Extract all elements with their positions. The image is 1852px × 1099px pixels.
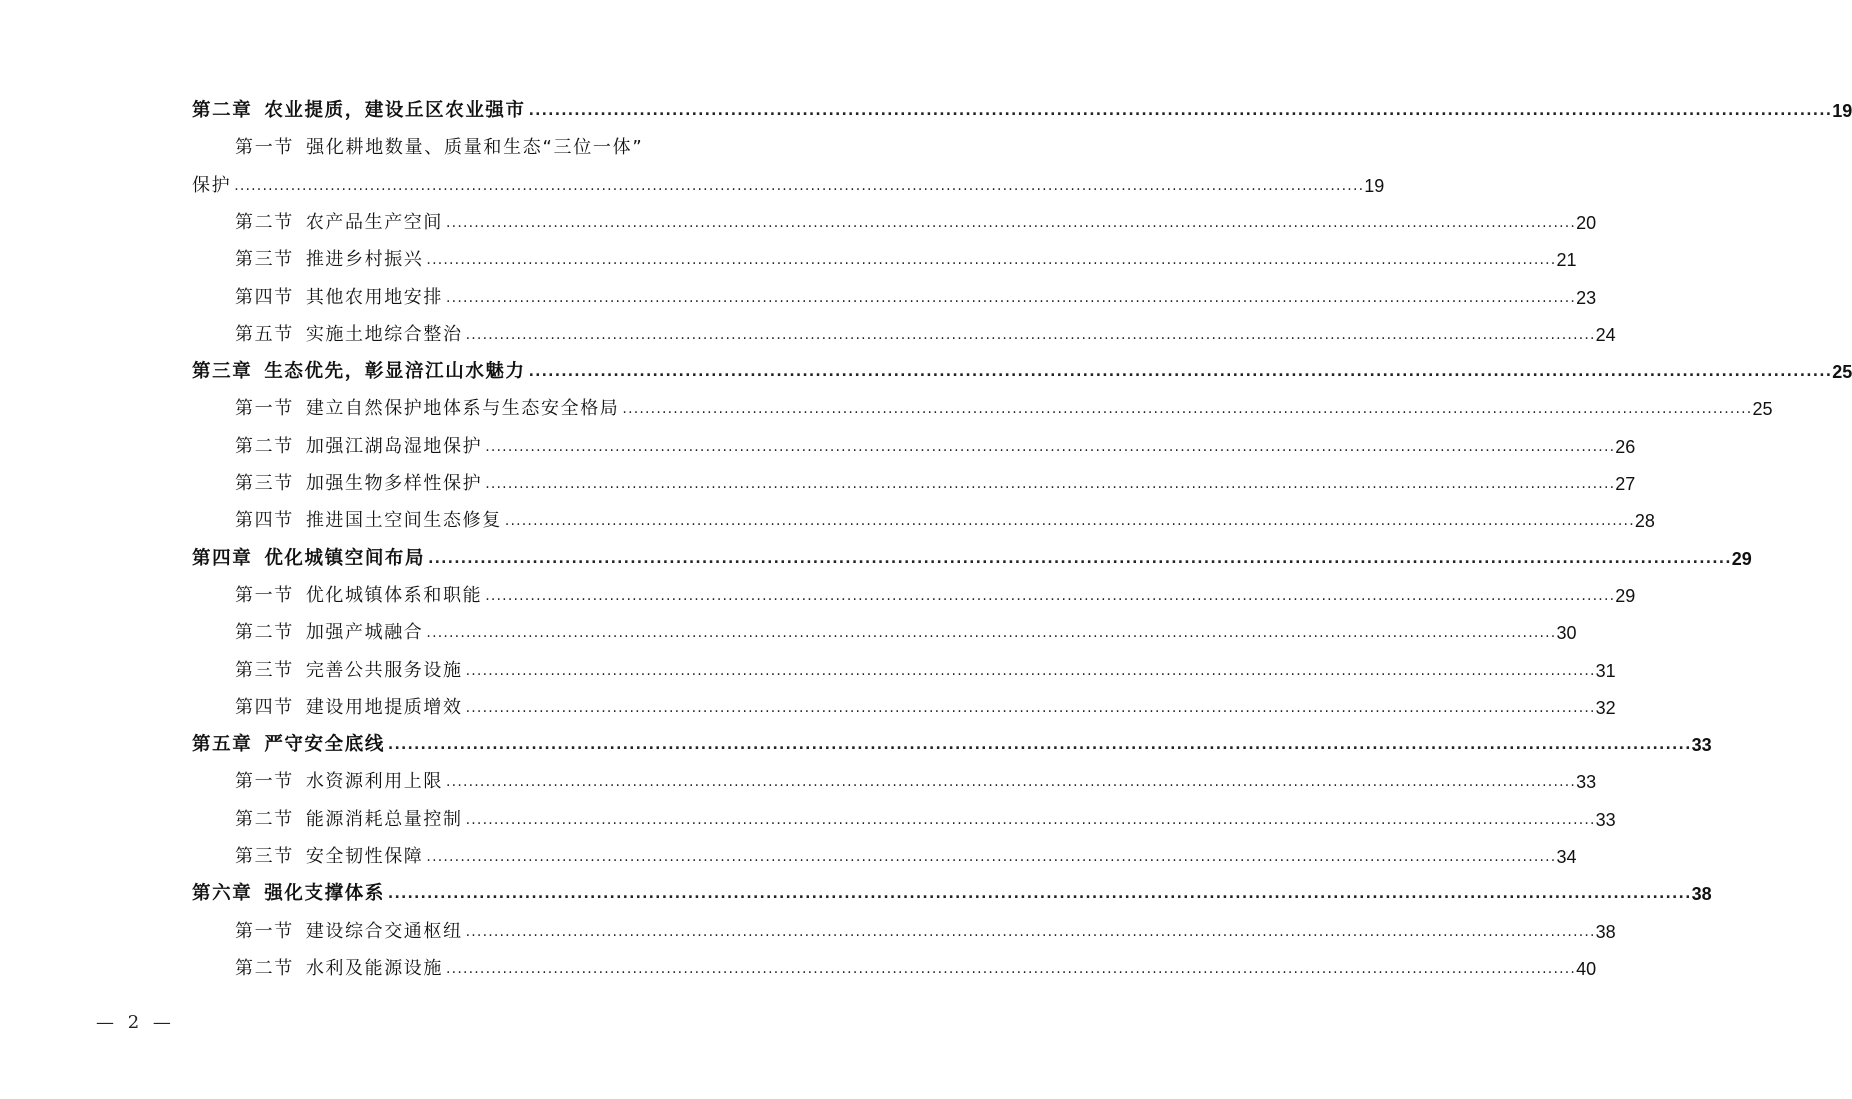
dot-leader: ........................................................................................................................................................................................................ [465,923,1596,940]
dot-leader: ........................................................................................................................................................................................................ [485,476,1616,492]
dot-leader: ........................................................................................................................................................................................................ [504,513,1635,530]
page-ref: 20 [1576,212,1597,233]
section-title: 能源消耗总量控制 [305,808,463,830]
toc-entry-label [192,548,425,570]
chapter-number: 第二章 [192,100,253,121]
dot-leader: ........................................................................................................................................................................................................ [446,774,1577,791]
toc-entry-label [235,846,423,868]
toc-entry-label [235,771,443,793]
chapter-title: 生态优先，彰显涪江山水魅力 [264,361,526,383]
section-title: 推进国土空间生态修复 [305,510,502,532]
toc-entry-line [235,129,660,159]
section-number: 第三节 [235,659,294,681]
toc-entry[interactable] [235,502,1655,532]
toc-entry-label [235,249,423,271]
dot-leader: ........................................................................................................................................................................................................ [485,587,1616,604]
toc-entry[interactable] [235,316,1616,346]
toc-entry[interactable] [235,838,1577,868]
section-number: 第二节 [235,435,294,457]
dot-leader: ........................................................................................................................................................................................................ [426,252,1557,269]
section-title: 农产品生产空间 [305,211,444,233]
page-ref: 19 [1832,101,1852,121]
page-ref: 38 [1595,921,1616,942]
section-number: 第四节 [235,696,294,718]
page-ref: 40 [1576,958,1597,979]
toc-entry-label [192,100,526,122]
toc-entry-label [192,883,385,905]
toc-entry-label [235,809,463,831]
toc-entry[interactable] [235,465,1636,495]
chapter-title: 农业提质，建设丘区农业强市 [264,100,526,121]
page-ref: 38 [1691,884,1712,905]
section-number: 第四节 [235,286,294,308]
section-title: 建立自然保护地体系与生态安全格局 [305,398,620,420]
toc-entry[interactable] [235,801,1616,831]
section-number: 第四节 [235,510,294,532]
page-ref: 33 [1595,809,1616,830]
toc-entry-label [235,473,482,495]
chapter-number: 第六章 [192,883,253,905]
page-ref: 31 [1595,660,1616,681]
chapter-number: 第五章 [192,734,253,756]
toc-chapter[interactable] [192,540,1752,570]
section-title: 安全韧性保障 [305,846,424,867]
dot-leader: ........................................................................................................................................................................................................ [387,737,1692,754]
dot-leader: ........................................................................................................................................................................................................ [465,326,1596,343]
dot-leader: ........................................................................................................................................................................................................ [426,849,1557,865]
section-title: 建设综合交通枢纽 [305,920,463,942]
page-ref: 29 [1615,585,1636,606]
toc-entry[interactable] [235,950,1597,980]
page-ref: 28 [1634,511,1655,532]
section-number: 第三节 [235,846,294,867]
toc-chapter[interactable] [192,726,1712,756]
section-number: 第二节 [235,211,294,233]
page-ref: 24 [1595,324,1616,345]
section-title: 强化耕地数量、质量和生态“三位一体” [306,137,644,159]
dot-leader: ........................................................................................................................................................................................................ [446,960,1577,977]
toc-entry-label [192,361,526,383]
section-title: 加强生物多样性保护 [305,473,483,494]
toc-entry[interactable] [235,390,1773,420]
page-ref: 25 [1832,362,1852,383]
dot-leader: ........................................................................................................................................................................................................ [465,662,1596,679]
section-number: 第三节 [235,249,294,271]
toc-entry-label [235,958,443,980]
chapter-number: 第三章 [192,361,253,383]
toc-chapter[interactable] [192,875,1712,905]
dot-leader: ........................................................................................................................................................................................................ [485,438,1616,455]
chapter-number: 第四章 [192,547,253,569]
toc-entry[interactable] [192,167,1385,197]
page-ref: 25 [1752,399,1773,420]
toc-entry-label [235,510,502,532]
toc-entry-label [235,324,463,346]
section-title: 优化城镇体系和职能 [305,584,483,606]
toc-entry[interactable] [235,763,1597,793]
dot-leader: ........................................................................................................................................................................................................ [465,811,1596,828]
dot-leader: ........................................................................................................................................................................................................ [428,550,1732,567]
toc-entry-label [235,622,423,644]
section-number: 第二节 [235,957,294,979]
dot-leader: ........................................................................................................................................................................................................ [528,103,1833,119]
section-number: 第五节 [235,323,294,345]
section-title: 水资源利用上限 [305,771,444,793]
page-ref: 26 [1615,436,1636,457]
section-number: 第一节 [235,920,294,942]
toc-entry[interactable] [235,913,1616,943]
dot-leader: ........................................................................................................................................................................................................ [234,177,1365,194]
toc-entry[interactable] [235,577,1636,607]
toc-chapter[interactable] [192,353,1852,383]
chapter-title: 严守安全底线 [264,734,385,756]
section-number: 第一节 [235,584,294,606]
section-title: 水利及能源设施 [305,957,444,979]
section-title: 加强江湖岛湿地保护 [305,435,483,457]
dot-leader: ........................................................................................................................................................................................................ [465,699,1596,716]
page-ref: 33 [1576,772,1597,793]
page-ref: 19 [1364,175,1385,196]
section-title: 推进乡村振兴 [305,249,424,271]
section-number: 第一节 [235,771,294,793]
page-ref: 33 [1691,735,1712,756]
toc-chapter[interactable] [192,92,1852,122]
page-ref: 23 [1576,287,1597,308]
page-number: — 2 — [96,1012,175,1033]
toc-entry-label [235,137,643,159]
section-title: 其他农用地安排 [305,286,444,308]
toc-entry-label [235,287,443,309]
toc-entry[interactable] [235,614,1577,644]
toc-entry-label [235,697,463,719]
toc-entry[interactable] [235,204,1597,234]
section-title-continued: 保护 [192,174,232,196]
section-title: 完善公共服务设施 [305,659,463,681]
section-number: 第二节 [235,808,294,830]
page-ref: 29 [1731,548,1752,569]
toc-entry-label [192,734,385,756]
toc-entry-label [235,212,443,234]
toc-entry-label [235,436,482,458]
dot-leader: ........................................................................................................................................................................................................ [528,364,1833,381]
toc-entry[interactable] [235,428,1636,458]
dot-leader: ........................................................................................................................................................................................................ [446,289,1577,306]
toc-entry-label [235,398,619,420]
section-number: 第一节 [235,398,294,420]
dot-leader: ........................................................................................................................................................................................................ [446,214,1577,231]
page-ref: 30 [1556,623,1577,644]
section-number: 第三节 [235,473,294,494]
dot-leader: ........................................................................................................................................................................................................ [622,401,1753,418]
dot-leader: ........................................................................................................................................................................................................ [387,886,1692,903]
page-ref: 21 [1556,250,1577,271]
toc-entry[interactable] [235,652,1616,682]
dot-leader: ........................................................................................................................................................................................................ [426,625,1557,642]
chapter-title: 优化城镇空间布局 [264,547,426,569]
toc-entry-label [235,660,463,682]
toc-entry[interactable] [235,279,1597,309]
page-ref: 34 [1556,847,1577,867]
section-number: 第一节 [235,137,295,159]
toc-entry[interactable] [235,689,1616,719]
section-title: 加强产城融合 [305,622,424,644]
section-number: 第二节 [235,622,294,644]
section-title: 实施土地综合整治 [305,323,463,345]
page-ref: 27 [1615,474,1636,494]
section-title: 建设用地提质增效 [305,696,463,718]
toc-entry-label [235,585,482,607]
toc-entry-label [235,921,463,943]
chapter-title: 强化支撑体系 [264,883,385,905]
page-ref: 32 [1595,697,1616,718]
toc-entry[interactable] [235,241,1577,271]
